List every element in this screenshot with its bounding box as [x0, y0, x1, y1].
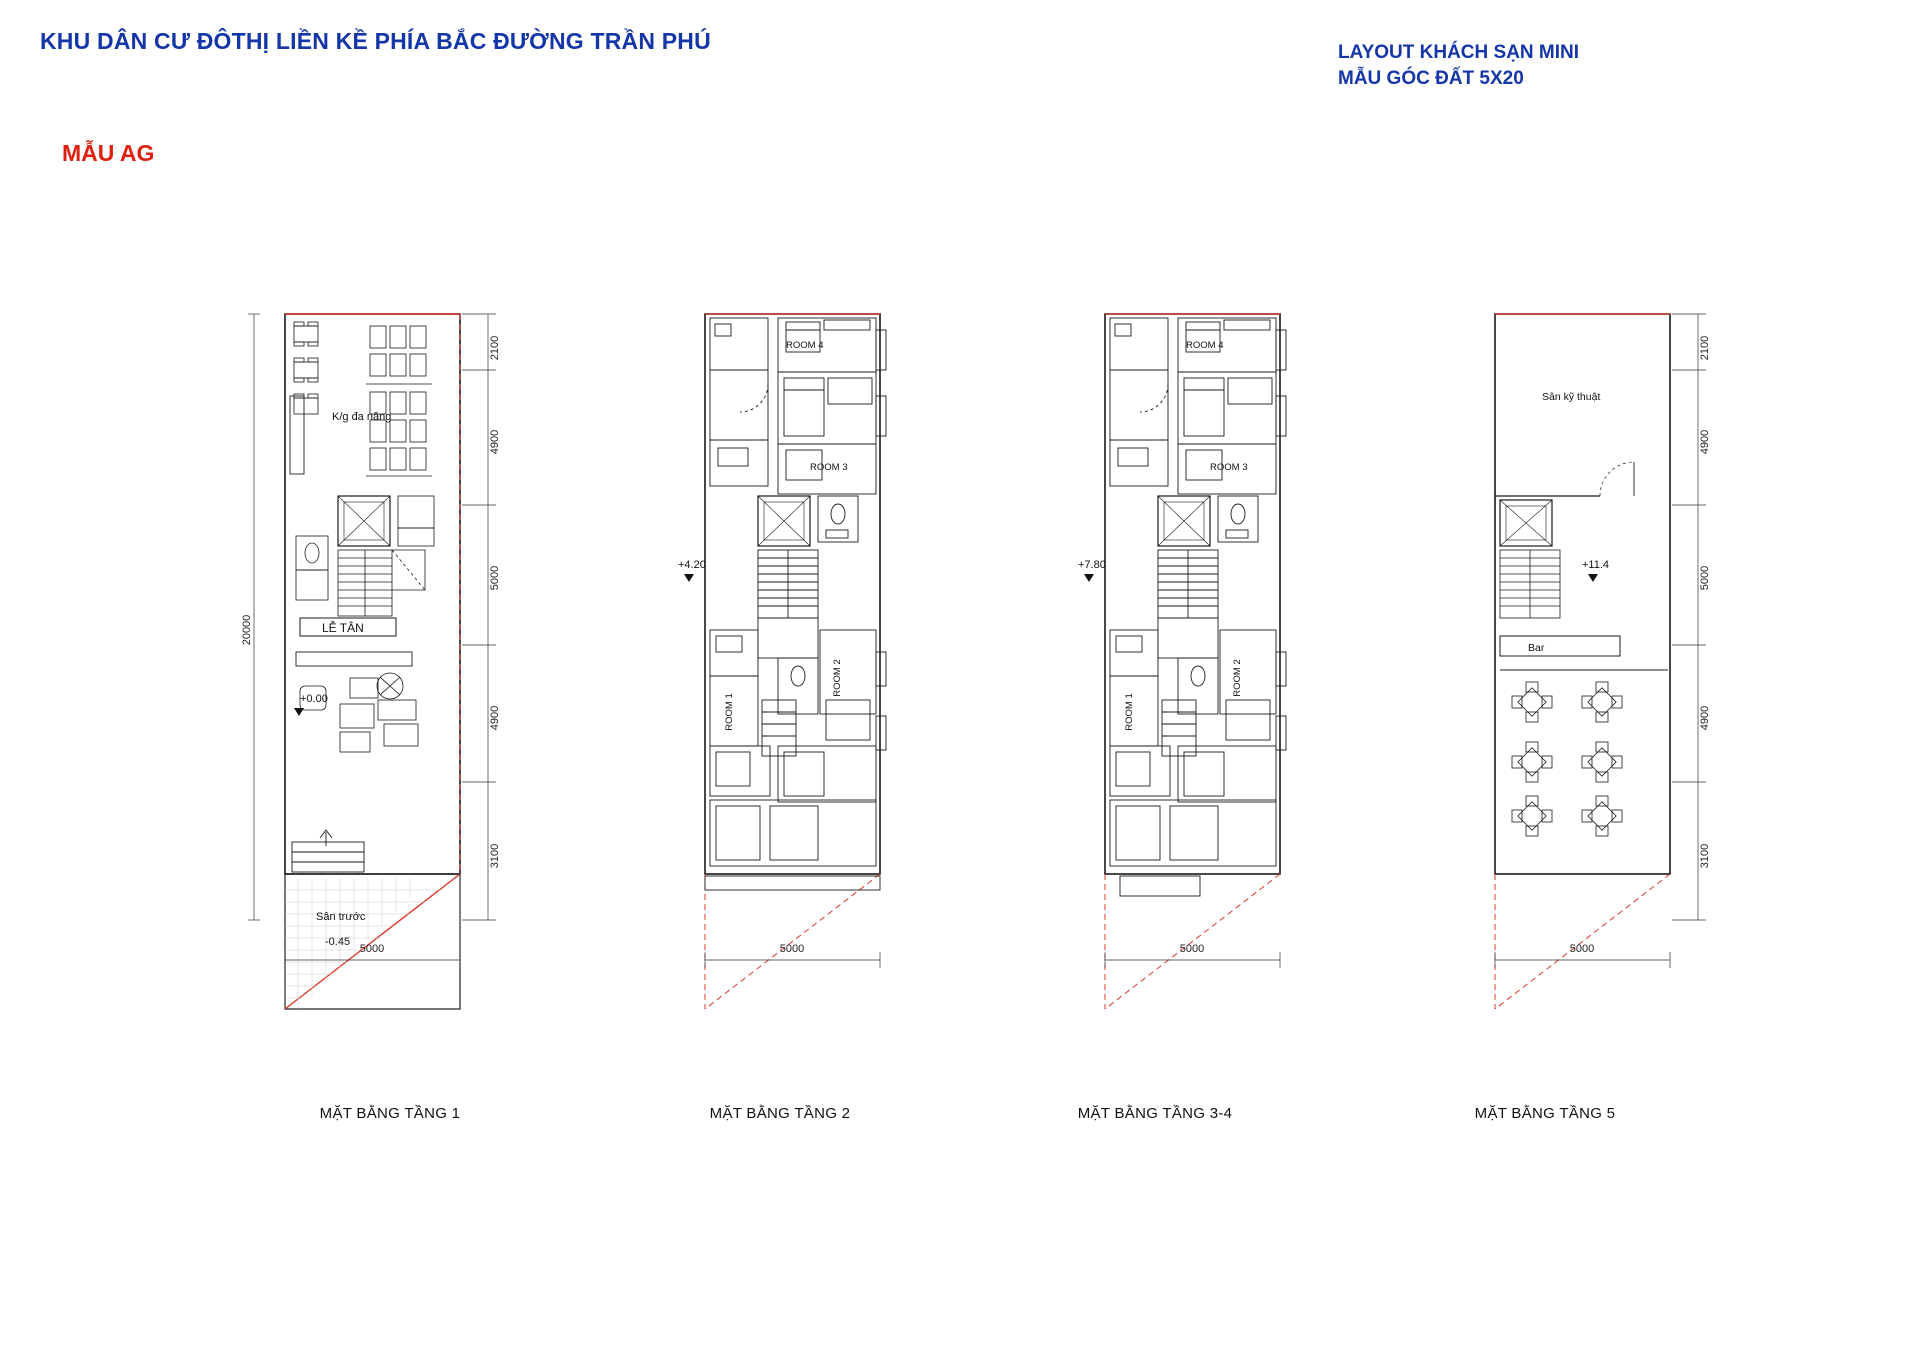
dim-width-2: 5000 [779, 943, 805, 955]
room-label-1-f2: ROOM 1 [724, 693, 735, 731]
level-mark-ground: +0.00 [300, 693, 328, 705]
level-arrow-f34 [1084, 574, 1094, 582]
layout-title-line2: MẪU GÓC ĐẤT 5X20 [1338, 67, 1524, 89]
level-arrow-f5 [1588, 574, 1598, 582]
dim-total-height: 20000 [241, 614, 253, 646]
dim-width-3: 5000 [1179, 943, 1205, 955]
caption-floor-3-4: MẶT BẰNG TẦNG 3-4 [1077, 1105, 1233, 1122]
dim-band-3: 5000 [489, 565, 501, 591]
dim-band-4-f5: 4900 [1699, 705, 1711, 731]
room-label-front-yard: Sân trước [316, 911, 366, 923]
dim-band-2-f5: 4900 [1699, 429, 1711, 455]
dim-band-4: 4900 [489, 705, 501, 731]
dim-band-2: 4900 [489, 429, 501, 455]
room-label-4-f34: ROOM 4 [1186, 340, 1224, 351]
level-mark-f2: +4.20 [678, 559, 706, 571]
dim-band-5-f5: 3100 [1699, 843, 1711, 869]
level-mark-f5: +11.4 [1582, 559, 1610, 571]
floor-plan-5 [1450, 300, 1830, 1170]
caption-floor-1: MẶT BẰNG TẦNG 1 [319, 1105, 461, 1122]
caption-floor-5: MẶT BẰNG TẦNG 5 [1474, 1105, 1616, 1122]
caption-floor-2: MẶT BẰNG TẦNG 2 [709, 1105, 851, 1122]
page-title: KHU DÂN CƯ ĐÔTHỊ LIỀN KỀ PHÍA BẮC ĐƯỜNG TRẦN PHÚ [40, 28, 711, 54]
room-label-multipurpose: K/g đa năng [332, 411, 392, 423]
dim-band-5: 3100 [489, 843, 501, 869]
dim-band-1: 2100 [489, 335, 501, 361]
room-label-reception: LỄ TÂN [322, 621, 364, 635]
dim-band-1-f5: 2100 [1699, 335, 1711, 361]
room-label-3-f34: ROOM 3 [1210, 462, 1248, 473]
layout-title [1338, 40, 1579, 91]
floor-plan-1 [240, 300, 620, 1170]
level-mark-front-yard: -0.45 [325, 936, 351, 948]
dim-width-1: 5000 [359, 943, 385, 955]
level-mark-f34: +7.80 [1078, 559, 1106, 571]
room-label-2-f2: ROOM 2 [832, 659, 843, 697]
floor-plan-3-4 [1060, 300, 1440, 1170]
room-label-bar: Bar [1528, 642, 1545, 654]
room-label-3-f2: ROOM 3 [810, 462, 848, 473]
room-label-4-f2: ROOM 4 [786, 340, 824, 351]
room-label-1-f34: ROOM 1 [1124, 693, 1135, 731]
dim-band-3-f5: 5000 [1699, 565, 1711, 591]
model-label: MẪU AG [62, 140, 155, 166]
layout-title-line1: LAYOUT KHÁCH SẠN MINI [1338, 42, 1580, 63]
room-label-technical-yard: Sân kỹ thuật [1542, 391, 1601, 403]
room-label-2-f34: ROOM 2 [1232, 659, 1243, 697]
level-arrow-ground [294, 708, 304, 716]
floor-plan-2 [660, 300, 1040, 1170]
level-arrow-f2 [684, 574, 694, 582]
dim-width-4: 5000 [1569, 943, 1595, 955]
